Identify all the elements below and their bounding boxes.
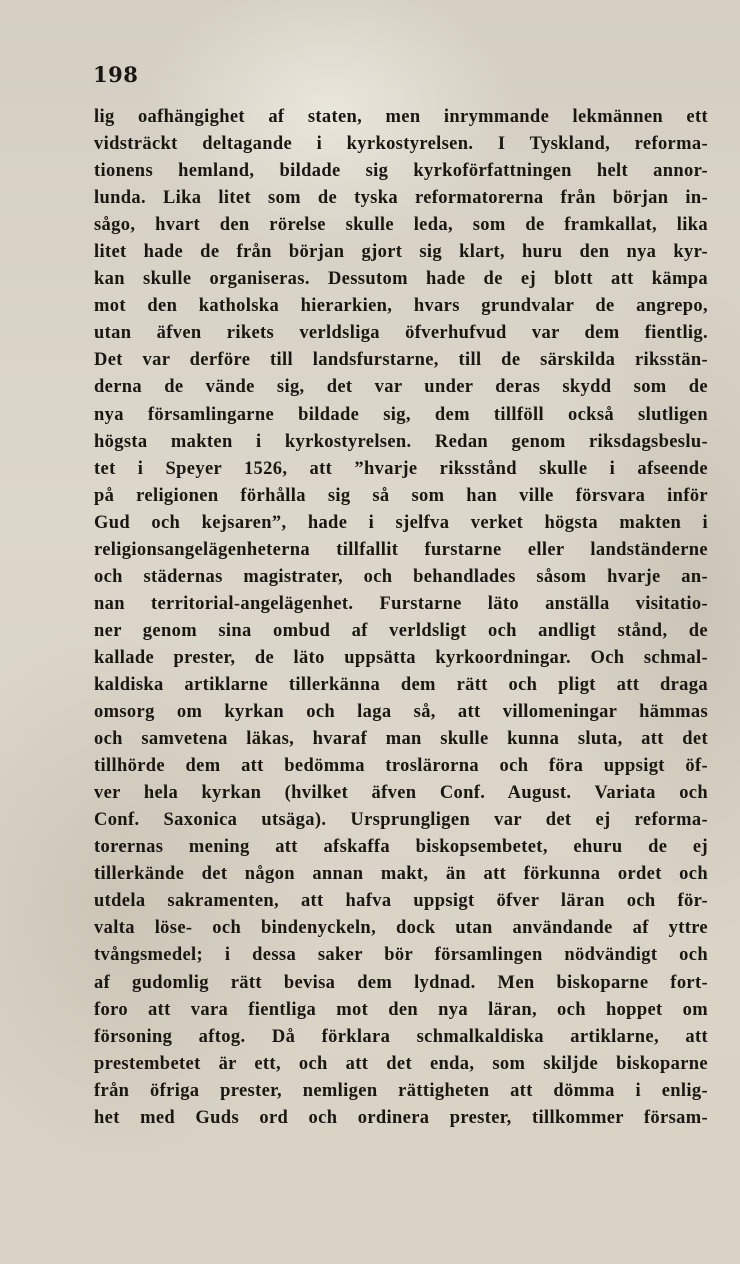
text-line: ver hela kyrkan (hvilket äfven Conf. August. Variata och <box>94 783 708 804</box>
text-line: af gudomlig rätt bevisa dem lydnad. Men biskoparne fort- <box>94 972 708 993</box>
text-line: på religionen förhålla sig så som han ville försvara inför <box>94 485 708 506</box>
text-line: Gud och kejsaren”, hade i sjelfva verket högsta makten i <box>94 512 708 533</box>
text-line: foro att vara fientliga mot den nya läran, och hoppet om <box>94 999 708 1020</box>
text-line: het med Guds ord och ordinera prester, tillkommer försam- <box>94 1107 708 1128</box>
text-line: litet hade de från början gjort sig klart, huru den nya kyr- <box>94 242 708 263</box>
text-line: omsorg om kyrkan och laga så, att villomeningar hämmas <box>94 702 708 723</box>
text-line: Conf. Saxonica utsäga). Ursprungligen var det ej reforma- <box>94 810 708 831</box>
text-line: torernas mening att afskaffa biskopsembetet, ehuru de ej <box>94 837 708 858</box>
text-line: tionens hemland, bildade sig kyrkoförfattningen helt annor- <box>94 161 708 182</box>
text-line: vidsträckt deltagande i kyrkostyrelsen. I Tyskland, reforma- <box>94 134 708 155</box>
text-line: nya församlingarne bildade sig, dem tillföll också slutligen <box>94 404 708 425</box>
text-line: högsta makten i kyrkostyrelsen. Redan genom riksdagsbeslu- <box>94 431 708 452</box>
text-line: kallade prester, de läto uppsätta kyrkoordningar. Och schmal- <box>94 647 708 668</box>
text-line: ner genom sina ombud af verldsligt och andligt stånd, de <box>94 620 708 641</box>
text-line: tillerkände det någon annan makt, än att förkunna ordet och <box>94 864 708 885</box>
text-line: och samvetena läkas, hvaraf man skulle kunna sluta, att det <box>94 729 708 750</box>
text-line: tillhörde dem att bedömma troslärorna och föra uppsigt öf- <box>94 756 708 777</box>
text-line: mot den katholska hierarkien, hvars grundvalar de angrepo, <box>94 296 708 317</box>
text-line: lig oafhängighet af staten, men inrymmande lekmännen ett <box>94 107 708 127</box>
text-line: kan skulle organiseras. Dessutom hade de ej blott att kämpa <box>94 269 708 290</box>
text-line: nan territorial-angelägenhet. Furstarne läto anställa visitatio- <box>94 593 708 614</box>
body-text <box>94 104 708 1132</box>
text-line: försoning aftog. Då förklara schmalkaldiska artiklarne, att <box>94 1026 708 1047</box>
page-number: 198 <box>93 62 139 87</box>
text-line: religionsangelägenheterna tillfallit furstarne eller landständerne <box>94 539 708 560</box>
text-line: tet i Speyer 1526, att ”hvarje riksstånd skulle i afseende <box>94 458 708 479</box>
text-line: kaldiska artiklarne tillerkänna dem rätt och pligt att draga <box>94 674 708 695</box>
text-line: lunda. Lika litet som de tyska reformatorerna från början in- <box>94 188 708 209</box>
text-line: valta löse- och bindenyckeln, dock utan användande af yttre <box>94 918 708 939</box>
text-line: utdela sakramenten, att hafva uppsigt öfver läran och för- <box>94 891 708 912</box>
text-line: utan äfven rikets verldsliga öfverhufvud var dem fientlig. <box>94 323 708 344</box>
text-line: och städernas magistrater, och behandlades såsom hvarje an- <box>94 566 708 587</box>
text-line: prestembetet är ett, och att det enda, som skiljde biskoparne <box>94 1053 708 1074</box>
text-line: Det var derföre till landsfurstarne, till de särskilda riksstän- <box>94 350 708 371</box>
text-line: från öfriga prester, nemligen rättigheten att dömma i enlig- <box>94 1080 708 1101</box>
text-line: sågo, hvart den rörelse skulle leda, som de framkallat, lika <box>94 215 708 236</box>
text-line: tvångsmedel; i dessa saker bör församlingen nödvändigt och <box>94 945 708 966</box>
text-line: derna de vände sig, det var under deras skydd som de <box>94 377 708 398</box>
